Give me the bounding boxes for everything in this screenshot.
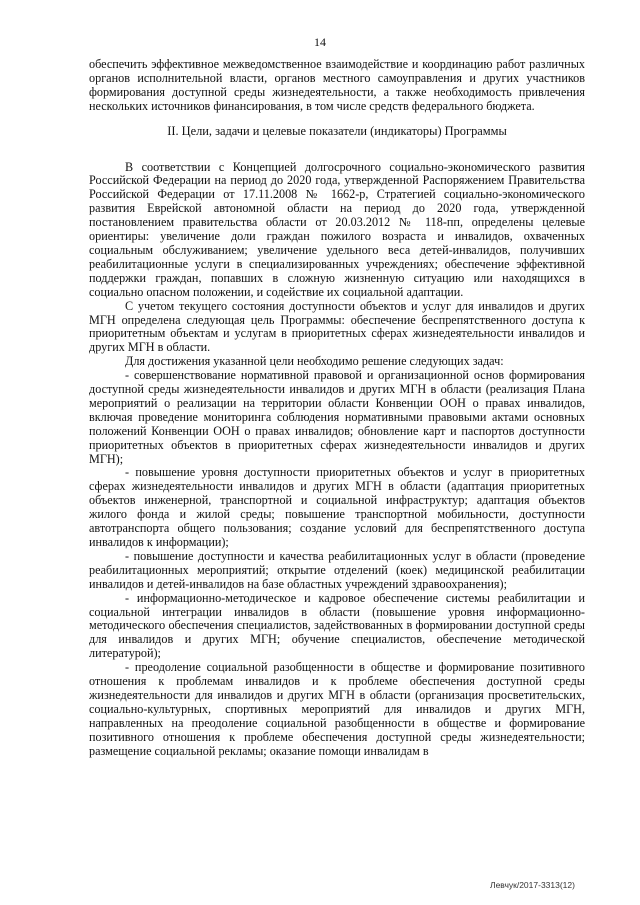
footer-document-code: Левчук/2017-3313(12) [490,880,575,890]
task-item-accessibility: - повышение уровня доступности приоритетных объектов и услуг в приоритетных сферах жизнедеятельности инвалидов и других МГН в области (адаптация приоритетных объектов инженерной, транспортной и социальной инфраструктур; адаптация объектов жилого фонда и жилой среды; повышение транспортной мобильности, доступности автотранспорта общего пользования; создание условий для беспрепятственного доступа инвалидов к информации); [89,465,585,549]
section-heading: II. Цели, задачи и целевые показатели (индикаторы) Программы [167,123,507,138]
paragraph-tasks-intro: Для достижения указанной цели необходимо решение следующих задач: [125,354,504,369]
page-number: 14 [314,35,326,49]
task-item-regulatory: - совершенствование нормативной правовой и организационной основ формирования доступной среды жизнедеятельности инвалидов и других МГН в области (реализация Плана мероприятий о реализации на территории области Конвенции ООН о правах инвалидов, включая проведение мониторинга соблюдения нормативными правовыми актами основных положений Конвенции ООН о правах инвалидов; обновление карт и паспортов доступности приоритетных объектов в приоритетных сферах жизнедеятельности инвалидов и других МГН); [89,368,585,466]
intro-paragraph: обеспечить эффективное межведомственное взаимодействие и координацию работ различных органов исполнительной власти, органов местного самоуправления и других участников формирования доступной среды жизнедеятельности, а также необходимость привлечения нескольких источников финансирования, в том числе средств федерального бюджета. [89,57,585,113]
document-body [89,58,585,759]
paragraph-program-goal: С учетом текущего состояния доступности объектов и услуг для инвалидов и других МГН определена следующая цель Программы: обеспечение беспрепятственного доступа к приоритетным объектам и услугам в приоритетных сферах жизнедеятельности инвалидов и других МГН в области. [89,298,585,355]
paragraph-strategy: В соответствии с Концепцией долгосрочного социально-экономического развития Российской Федерации на период до 2020 года, утвержденной Распоряжением Правительства Российской Федерации от 17.11.2008 № 1662-р, Стратегией социально-экономического развития Еврейской автономной области на период до 2020 года, утвержденной постановлением правительства области от 20.03.2012 № 118-пп, определены целевые ориентиры: увеличение доли граждан пожилого возраста и инвалидов, охваченных социальным обслуживанием; увеличение удельного веса детей-инвалидов, получивших реабилитационные услуги в специализированных учреждениях; обеспечение эффективной поддержки граждан, попавших в сложную жизненную ситуацию или находящихся в социально опасном положении, и содействие их социальной адаптации. [89,159,585,299]
task-item-social-integration: - преодоление социальной разобщенности в обществе и формирование позитивного отношения к проблемам инвалидов и к проблеме обеспечения доступной среды жизнедеятельности для инвалидов и других МГН в области (организация просветительских, социально-культурных, спортивных мероприятий для инвалидов и других МГН, направленных на преодоление социальной разобщенности в обществе и формирование позитивного отношения к проблеме обеспечения доступной среды жизнедеятельности; размещение социальной рекламы; оказание помощи инвалидам в [89,660,585,758]
task-item-methodical: - информационно-методическое и кадровое обеспечение системы реабилитации и социальной интеграции инвалидов в области (повышение уровня информационно-методического обеспечения специалистов, задействованных в формировании доступной среды для инвалидов и других МГН; обучение специалистов, обеспечение методической литературой); [89,590,585,661]
task-item-rehabilitation: - повышение доступности и качества реабилитационных услуг в области (проведение реабилитационных мероприятий; открытие отделений (коек) медицинской реабилитации инвалидов и детей-инвалидов на базе областных учреждений здравоохранения); [89,548,585,591]
